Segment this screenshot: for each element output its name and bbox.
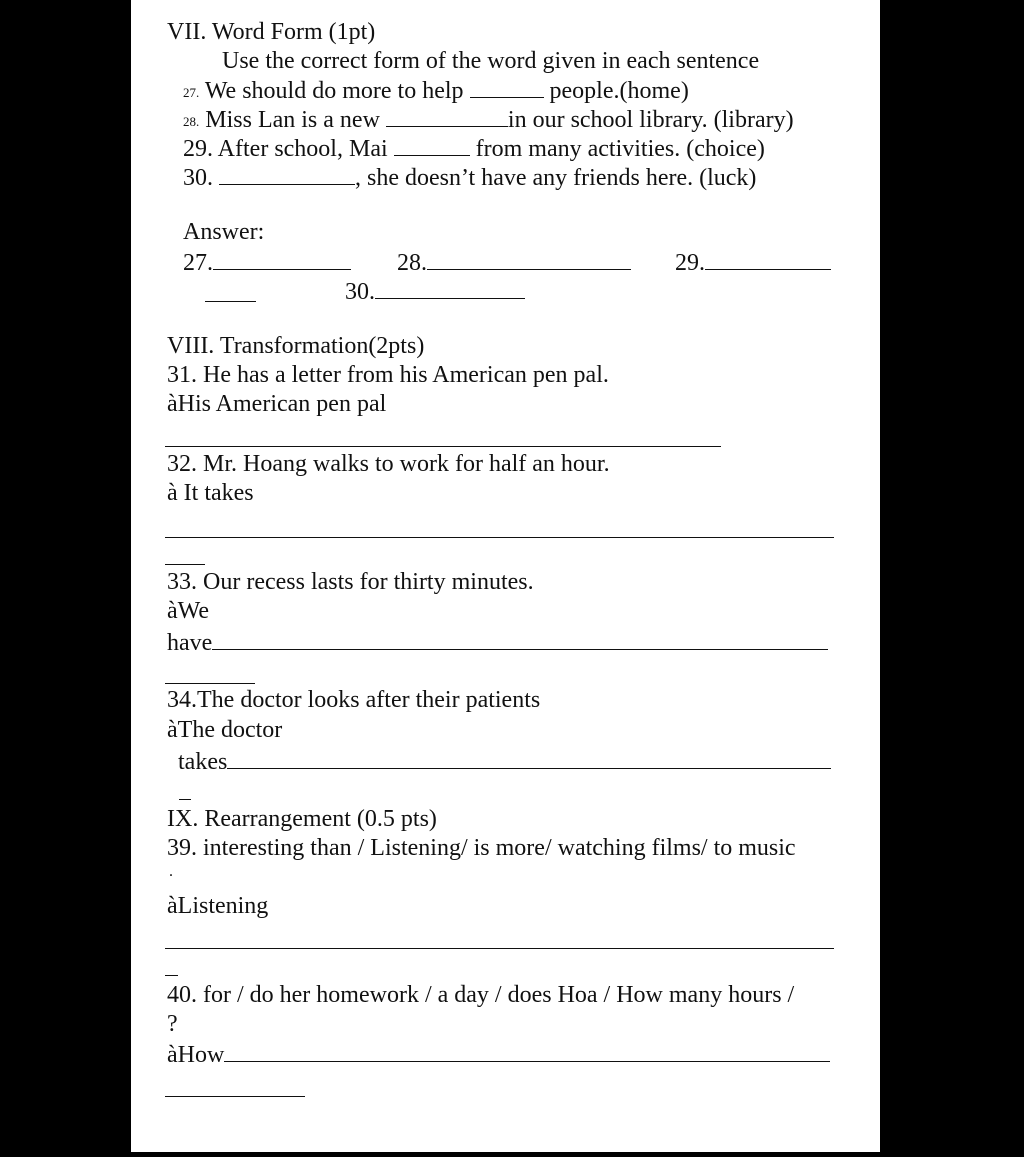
question-33-prompt: àWe (167, 598, 210, 624)
question-34-prompt-line (178, 747, 831, 776)
question-32-prompt: à It takes (167, 480, 254, 506)
question-33-text: 33. Our recess lasts for thirty minutes. (167, 569, 534, 595)
answer-30 (345, 277, 525, 306)
answer-30-number: 30. (345, 279, 375, 305)
question-31-text: 31. He has a letter from his American pen pal. (167, 362, 609, 388)
answer-27 (183, 248, 351, 277)
question-33-prompt-line (167, 628, 828, 657)
question-39-answer-line[interactable] (165, 948, 834, 949)
question-40-prompt: àHow (167, 1042, 225, 1068)
question-27-blank[interactable] (470, 76, 544, 98)
question-30-blank[interactable] (219, 163, 355, 185)
question-39-answer-line-continued (165, 975, 178, 976)
answer-28-blank[interactable] (427, 248, 631, 270)
answer-29-number: 29. (675, 250, 705, 276)
question-40-prompt-line (167, 1040, 830, 1069)
question-39-dot: . (169, 863, 173, 880)
question-29-blank[interactable] (394, 134, 470, 156)
question-31-answer-line[interactable] (165, 446, 721, 447)
question-40-answer-line[interactable] (224, 1040, 830, 1062)
question-30-number: 30. (183, 165, 213, 191)
question-32-answer-line-continued (165, 564, 205, 565)
question-27 (183, 76, 689, 107)
question-28 (183, 105, 794, 136)
question-27-number: 27. (183, 85, 200, 100)
question-34-prompt: àThe doctor (167, 717, 283, 743)
question-40-qmark: ? (167, 1011, 178, 1037)
question-32-text: 32. Mr. Hoang walks to work for half an hour. (167, 451, 610, 477)
question-40-text: 40. for / do her homework / a day / does Hoa / How many hours / (167, 982, 795, 1008)
question-28-number: 28. (183, 114, 200, 129)
question-28-before: Miss Lan is a new (205, 107, 380, 133)
question-28-after: in our school library. (library) (507, 107, 794, 133)
question-29-before: 29. After school, Mai (183, 136, 388, 162)
question-30-after: , she doesn’t have any friends here. (luck) (355, 165, 757, 191)
answer-label: Answer: (183, 219, 265, 245)
question-29 (183, 134, 765, 163)
question-40-answer-line-continued (165, 1096, 305, 1097)
question-34-answer-line[interactable] (227, 747, 831, 769)
question-39-prompt: àListening (167, 893, 269, 919)
section-7-title: VII. Word Form (1pt) (167, 19, 376, 45)
question-31-prompt: àHis American pen pal (167, 391, 387, 417)
answer-27-blank[interactable] (213, 248, 351, 270)
section-7-instruction: Use the correct form of the word given in each sentence (222, 48, 760, 74)
question-33-answer-line[interactable] (212, 628, 828, 650)
section-8-title: VIII. Transformation(2pts) (167, 333, 425, 359)
question-28-blank[interactable] (386, 105, 508, 127)
question-30 (183, 163, 756, 192)
question-33-answer-line-continued (165, 683, 255, 684)
question-34-text: 34.The doctor looks after their patients (167, 687, 541, 713)
question-32-answer-line[interactable] (165, 537, 834, 538)
answer-28 (397, 248, 631, 277)
question-29-after: from many activities. (choice) (475, 136, 765, 162)
question-39-text: 39. interesting than / Listening/ is more/ watching films/ to music (167, 835, 796, 861)
question-34-answer-line-continued (179, 799, 191, 800)
question-27-before: We should do more to help (204, 78, 464, 104)
question-34-prompt-2: takes (178, 749, 228, 775)
answer-29-blank[interactable] (705, 248, 831, 270)
answer-30-blank[interactable] (375, 277, 525, 299)
worksheet-page (131, 0, 880, 1152)
answer-29-blank-continued (205, 301, 256, 302)
answer-29 (675, 248, 831, 277)
question-27-after: people.(home) (549, 78, 689, 104)
answer-27-number: 27. (183, 250, 213, 276)
answer-28-number: 28. (397, 250, 427, 276)
section-9-title: IX. Rearrangement (0.5 pts) (167, 806, 437, 832)
question-33-prompt-2: have (167, 630, 213, 656)
